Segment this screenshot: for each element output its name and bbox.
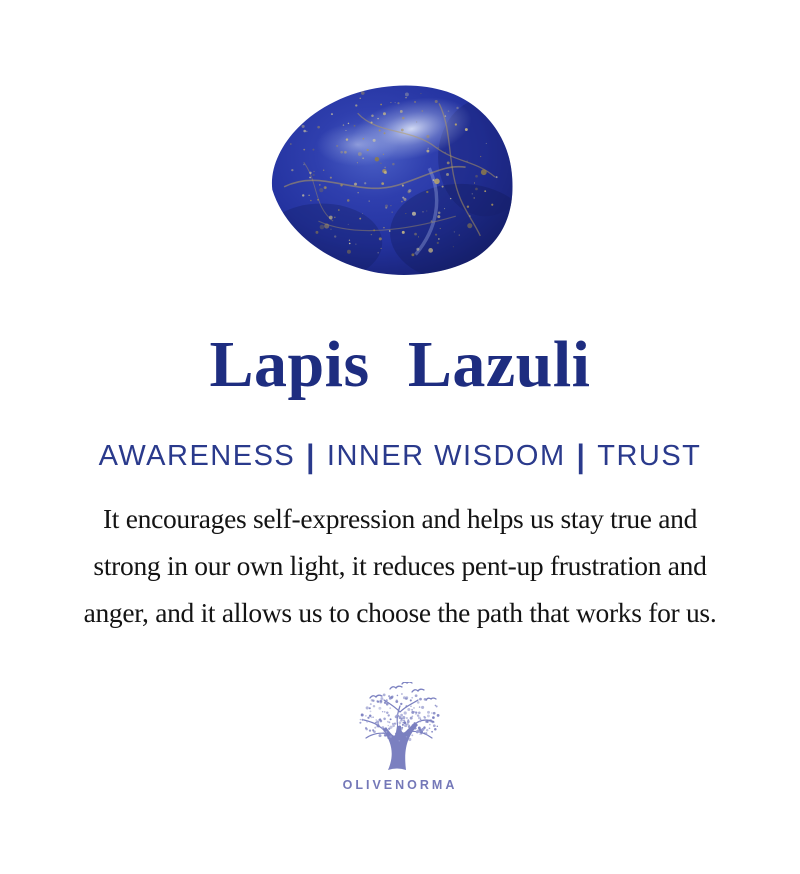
traits-line <box>0 440 800 473</box>
lapis-stone-illustration <box>262 74 522 280</box>
tree-foliage <box>359 693 439 742</box>
trait-inner-wisdom: INNER WISDOM <box>326 440 566 472</box>
brand-logo <box>0 682 800 792</box>
description-paragraph <box>0 495 800 636</box>
tree-birds <box>370 682 436 700</box>
olive-tree-icon <box>340 682 460 774</box>
trait-separator: | <box>576 439 587 475</box>
trait-separator: | <box>306 439 316 475</box>
stone-photo <box>262 74 522 280</box>
trait-awareness: AWARENESS <box>98 440 296 472</box>
brand-name: OLIVENORMA <box>342 778 458 792</box>
page-title: Lapis Lazuli <box>209 328 591 401</box>
description-line: It encourages self-expression and helps us stay true and <box>102 503 698 534</box>
trait-trust: TRUST <box>597 440 702 472</box>
description-line: strong in our own light, it reduces pent-up frustration and <box>93 550 707 581</box>
description-line: anger, and it allows us to choose the path that works for us. <box>83 597 717 628</box>
